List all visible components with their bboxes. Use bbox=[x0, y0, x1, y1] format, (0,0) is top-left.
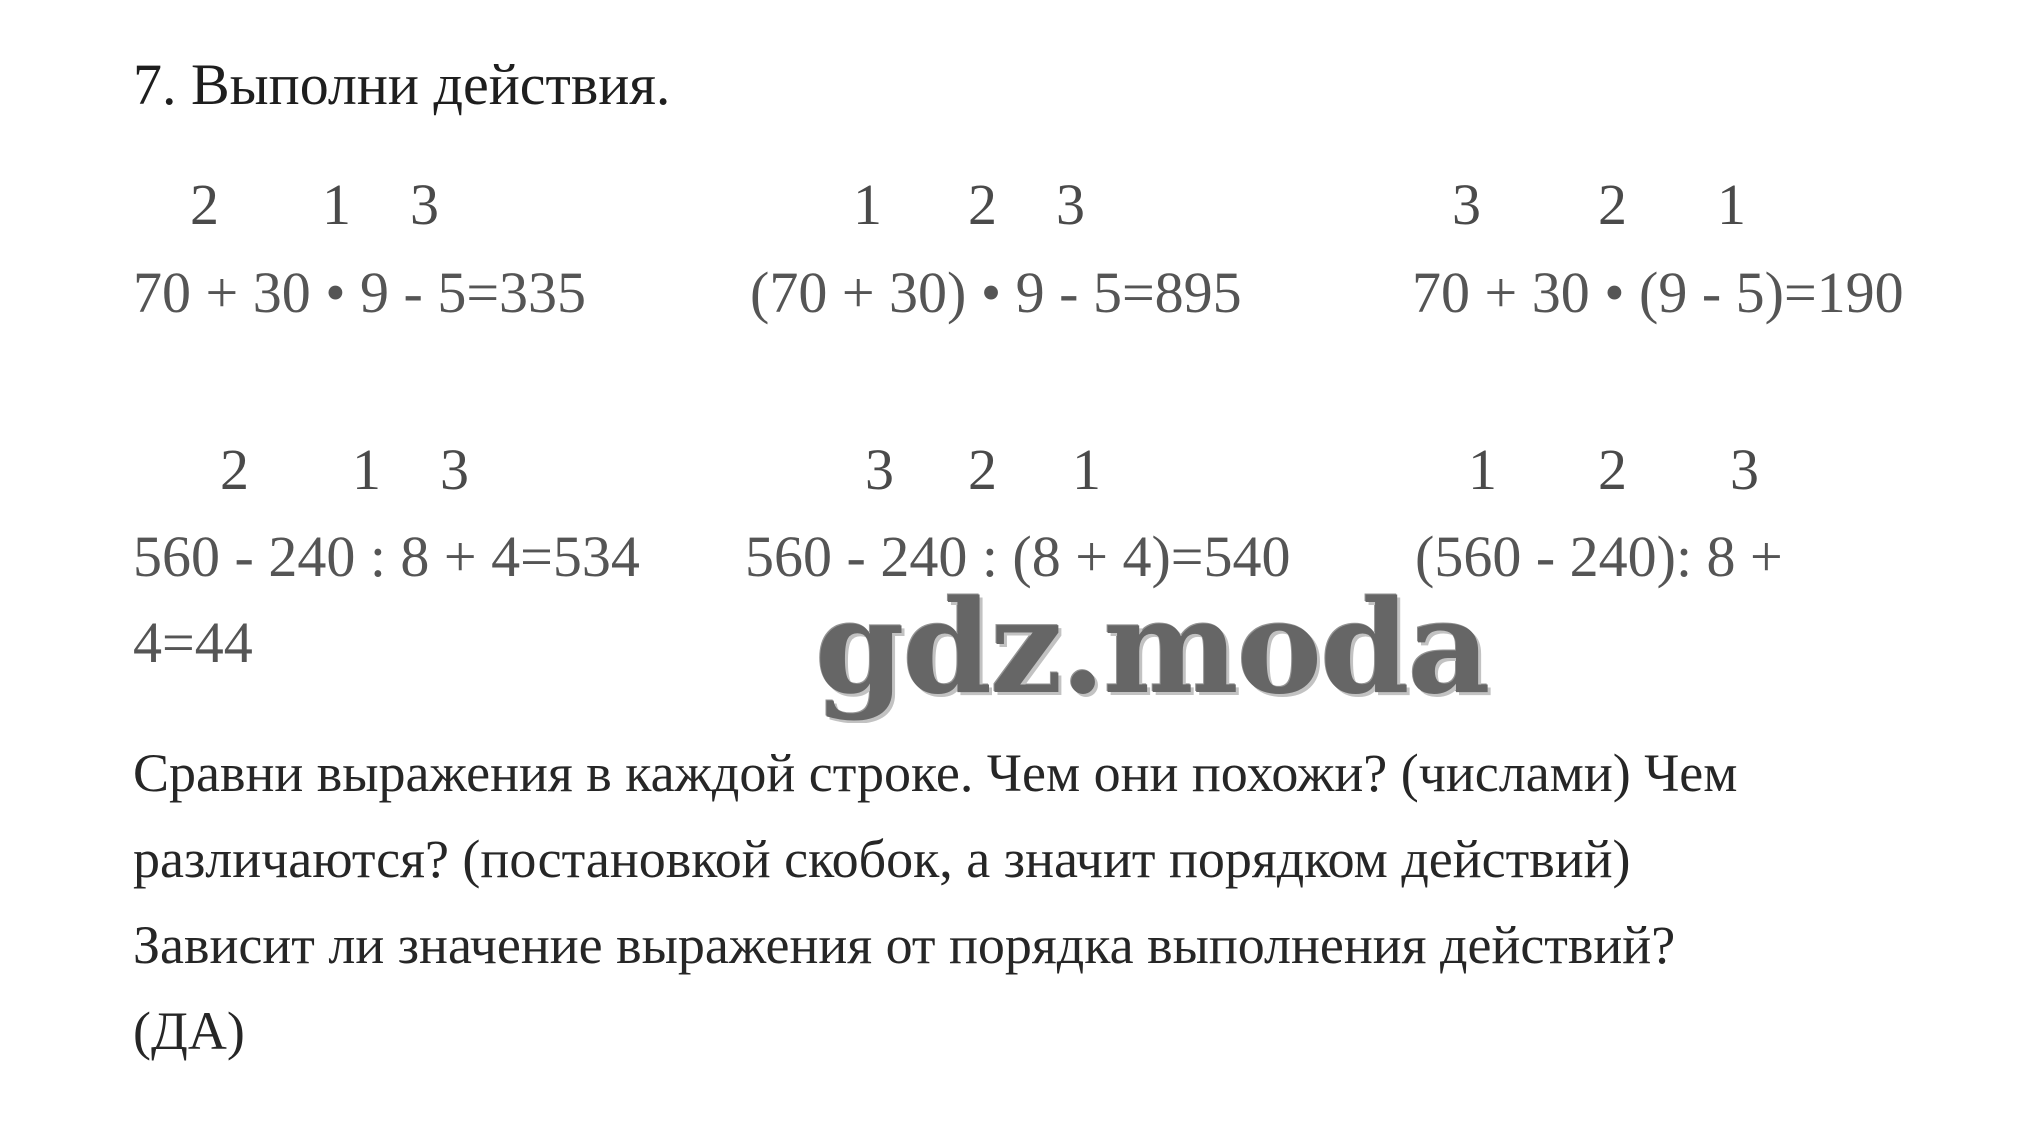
question-line: Сравни выражения в каждой строке. Чем они похожи? (числами) Чем bbox=[133, 743, 1738, 803]
expression: 70 + 30 • 9 - 5=335 bbox=[133, 260, 587, 325]
order-number: 3 bbox=[1730, 437, 1759, 502]
order-number: 2 bbox=[1598, 437, 1627, 502]
order-number: 2 bbox=[1598, 172, 1627, 237]
expression: (560 - 240): 8 + bbox=[1415, 524, 1783, 589]
task-title: 7. Выполни действия. bbox=[133, 52, 671, 117]
order-number: 3 bbox=[1056, 172, 1085, 237]
order-number: 3 bbox=[440, 437, 469, 502]
expression: (70 + 30) • 9 - 5=895 bbox=[750, 260, 1242, 325]
answer-line: (ДА) bbox=[133, 1001, 245, 1061]
order-number: 3 bbox=[1452, 172, 1481, 237]
order-number: 2 bbox=[190, 172, 219, 237]
watermark-logo: gdz.moda bbox=[815, 573, 1489, 723]
order-number: 1 bbox=[1468, 437, 1497, 502]
order-number: 2 bbox=[968, 172, 997, 237]
order-number: 1 bbox=[352, 437, 381, 502]
order-number: 1 bbox=[1072, 437, 1101, 502]
order-number: 2 bbox=[968, 437, 997, 502]
order-number: 3 bbox=[865, 437, 894, 502]
expression-continuation: 4=44 bbox=[133, 610, 253, 675]
expression: 560 - 240 : 8 + 4=534 bbox=[133, 524, 640, 589]
expression: 70 + 30 • (9 - 5)=190 bbox=[1412, 260, 1904, 325]
order-number: 1 bbox=[1717, 172, 1746, 237]
order-number: 3 bbox=[410, 172, 439, 237]
order-number: 2 bbox=[220, 437, 249, 502]
expression: 560 - 240 : (8 + 4)=540 bbox=[745, 524, 1291, 589]
question-line: различаются? (постановкой скобок, а значит порядком действий) bbox=[133, 829, 1631, 889]
order-number: 1 bbox=[853, 172, 882, 237]
order-number: 1 bbox=[322, 172, 351, 237]
question-line: Зависит ли значение выражения от порядка выполнения действий? bbox=[133, 915, 1676, 975]
